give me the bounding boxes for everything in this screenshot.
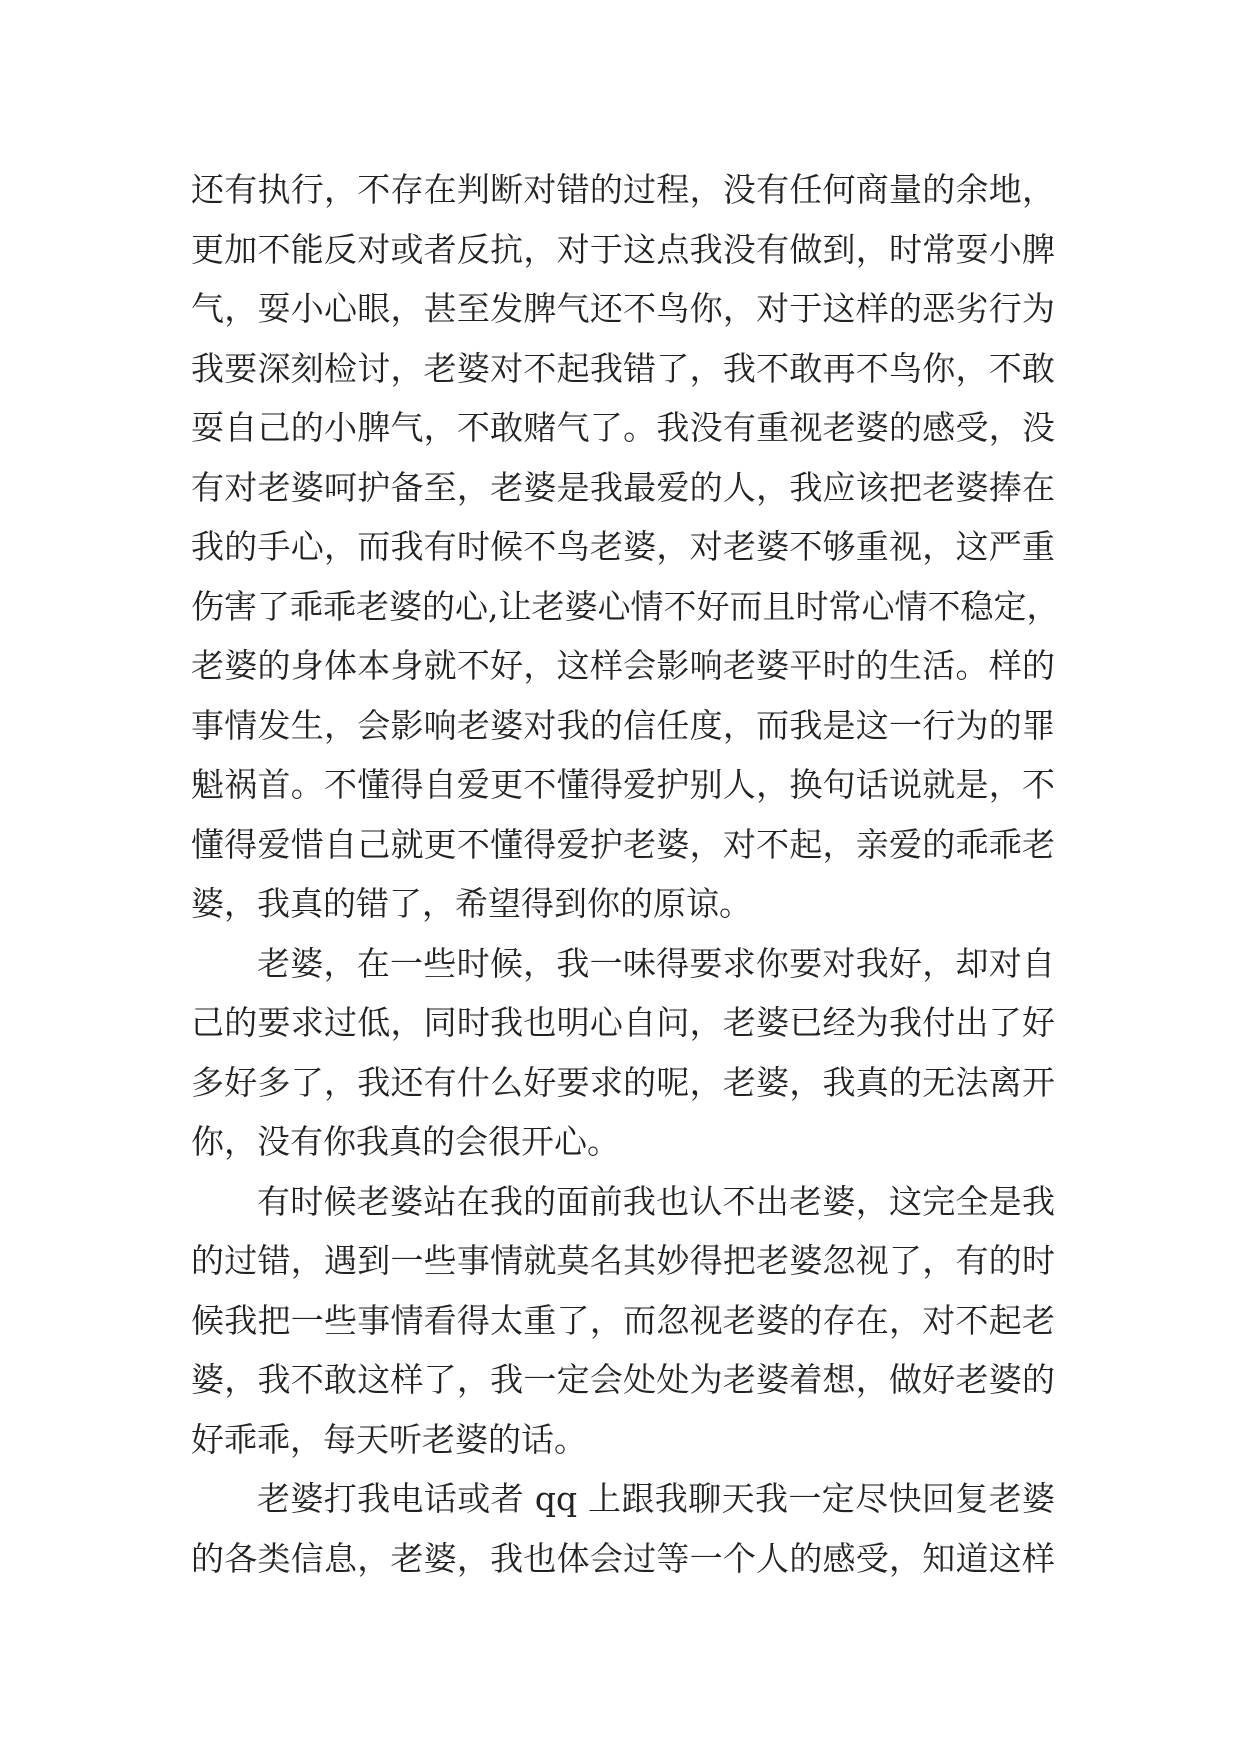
text-line: 老婆打我电话或者 qq 上跟我聊天我一定尽快回复老婆 <box>257 1479 1055 1518</box>
text-line: 还有执行，不存在判断对错的过程，没有任何商量的余地， <box>191 170 1055 209</box>
document-body <box>191 160 1060 1588</box>
paragraph-4 <box>191 1469 1055 1588</box>
text-line: 己的要求过低，同时我也明心自问，老婆已经为我付出了好 <box>191 1003 1055 1042</box>
text-line: 我的手心，而我有时候不鸟老婆，对老婆不够重视，这严重 <box>191 527 1055 566</box>
text-line: 候我把一些事情看得太重了，而忽视老婆的存在，对不起老 <box>191 1300 1055 1340</box>
text-line: 的过错，遇到一些事情就莫名其妙得把老婆忽视了，有的时 <box>191 1241 1055 1280</box>
paragraph-2 <box>191 934 1055 1172</box>
text-line: 的各类信息，老婆，我也体会过等一个人的感受，知道这样 <box>191 1538 1055 1578</box>
text-line: 老婆的身体本身就不好，这样会影响老婆平时的生活。样的 <box>191 646 1055 685</box>
text-line: 婆，我不敢这样了，我一定会处处为老婆着想，做好老婆的 <box>191 1360 1055 1399</box>
text-line: 有时候老婆站在我的面前我也认不出老婆，这完全是我 <box>257 1181 1055 1221</box>
text-line: 老婆，在一些时候，我一味得要求你要对我好，却对自 <box>257 943 1055 983</box>
text-line: 有对老婆呵护备至，老婆是我最爱的人，我应该把老婆捧在 <box>191 467 1055 507</box>
text-line: 好乖乖，每天听老婆的话。 <box>191 1419 587 1459</box>
paragraph-3 <box>191 1172 1055 1470</box>
text-line: 我要深刻检讨，老婆对不起我错了，我不敢再不鸟你，不敢 <box>191 348 1055 388</box>
text-line: 多好多了，我还有什么好要求的呢，老婆，我真的无法离开 <box>191 1062 1055 1102</box>
text-line: 事情发生，会影响老婆对我的信任度，而我是这一行为的罪 <box>191 705 1055 745</box>
text-line: 更加不能反对或者反抗，对于这点我没有做到，时常耍小脾 <box>191 229 1055 269</box>
text-line: 你，没有你我真的会很开心。 <box>191 1122 620 1161</box>
text-line: 魁祸首。不懂得自爱更不懂得爱护别人，换句话说就是，不 <box>191 765 1055 804</box>
text-line: 气，耍小心眼，甚至发脾气还不鸟你，对于这样的恶劣行为 <box>191 289 1055 328</box>
paragraph-1 <box>191 160 1060 934</box>
text-line: 婆，我真的错了，希望得到你的原谅。 <box>191 884 752 923</box>
text-line: 伤害了乖乖老婆的心,让老婆心情不好而且时常心情不稳定， <box>191 586 1060 626</box>
text-line: 耍自己的小脾气，不敢赌气了。我没有重视老婆的感受，没 <box>191 408 1055 447</box>
text-line: 懂得爱惜自己就更不懂得爱护老婆，对不起，亲爱的乖乖老 <box>191 824 1055 864</box>
